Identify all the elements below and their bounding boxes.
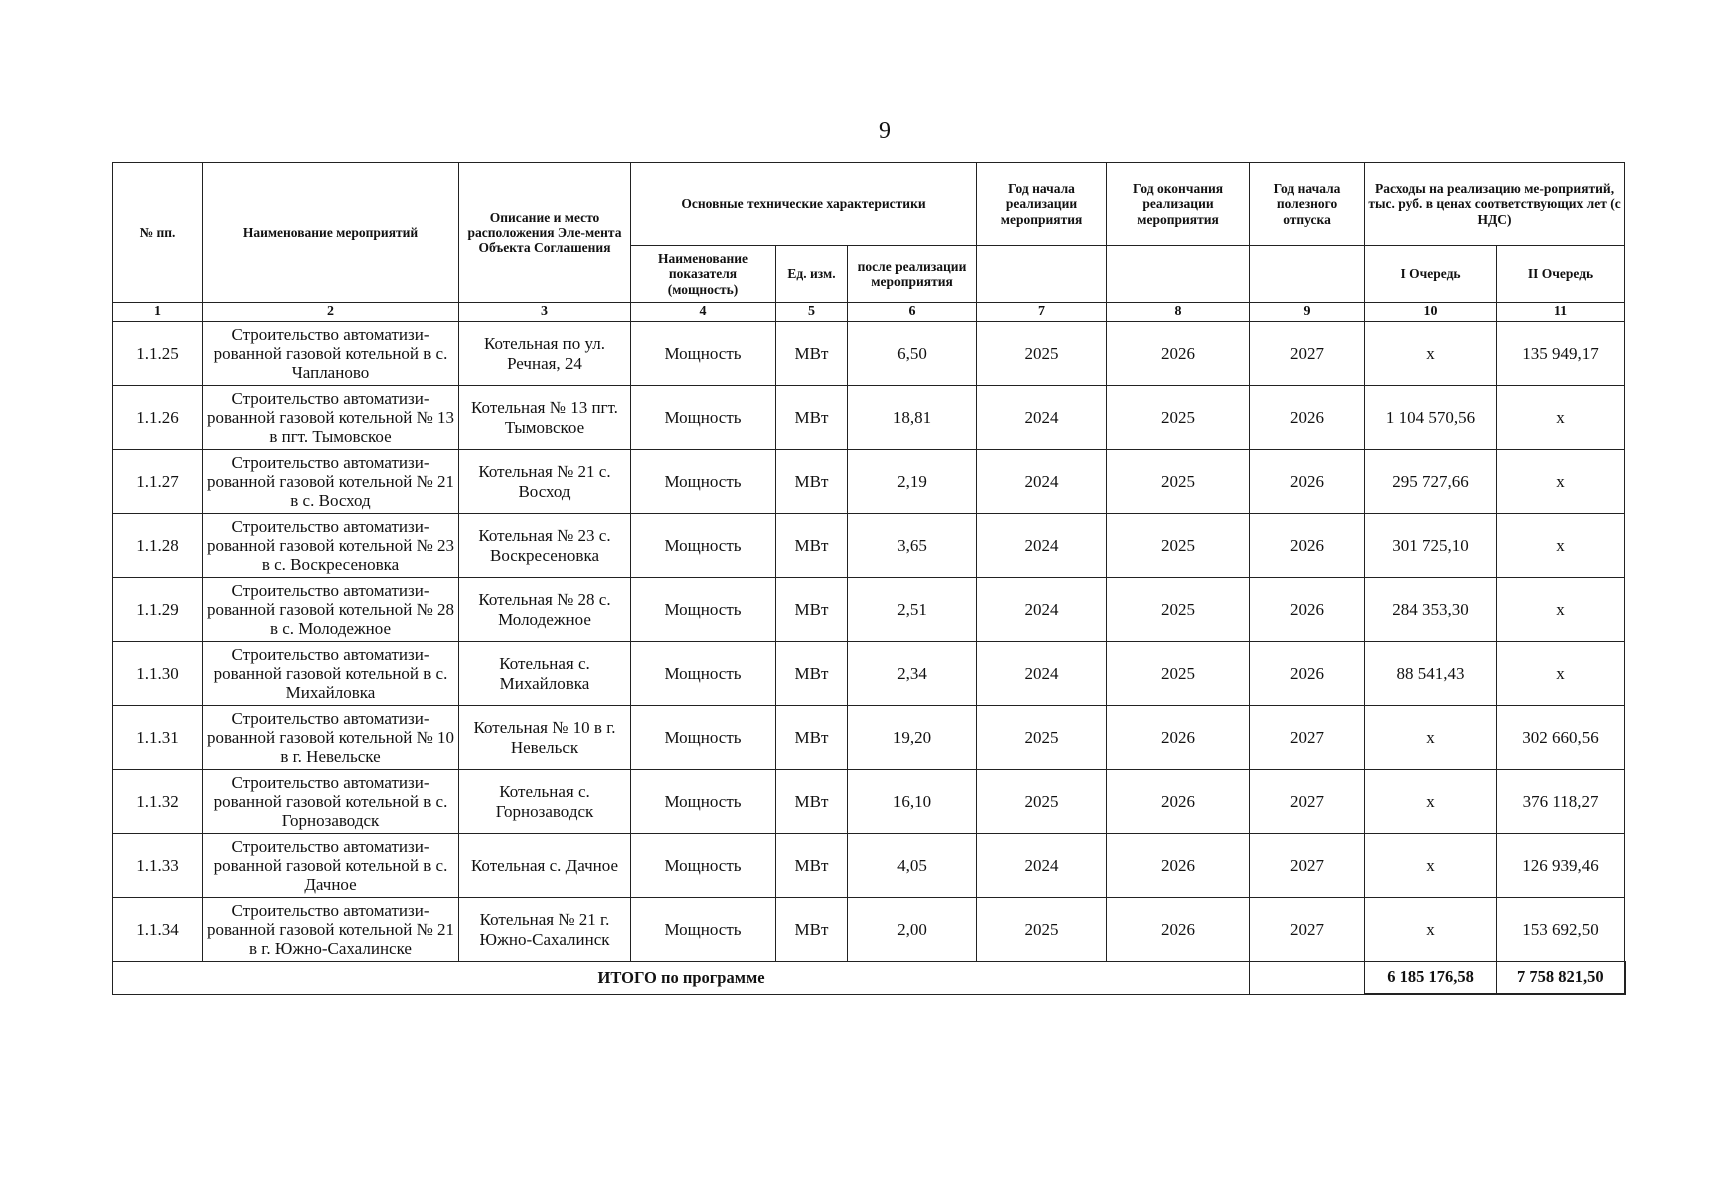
start-year: 2025 <box>977 898 1107 962</box>
column-number: 8 <box>1107 303 1250 322</box>
unit: МВт <box>776 898 848 962</box>
unit: МВт <box>776 642 848 706</box>
table-row <box>113 834 1625 898</box>
header-description: Описание и место расположения Эле-мента Объекта Соглашения <box>459 163 631 303</box>
end-year: 2025 <box>1107 642 1250 706</box>
header-indicator: Наименование показателя (мощность) <box>631 246 776 303</box>
value-after: 2,00 <box>848 898 977 962</box>
header-stage2: II Очередь <box>1497 246 1625 303</box>
indicator: Мощность <box>631 898 776 962</box>
start-year: 2024 <box>977 450 1107 514</box>
start-year: 2024 <box>977 578 1107 642</box>
measure-name: Строительство автоматизи-рованной газовой котельной № 21 в с. Восход <box>203 450 459 514</box>
stage2-cost: х <box>1497 578 1625 642</box>
measure-name: Строительство автоматизи-рованной газовой котельной № 23 в с. Воскресеновка <box>203 514 459 578</box>
column-number: 5 <box>776 303 848 322</box>
measure-description: Котельная с. Дачное <box>459 834 631 898</box>
release-year: 2026 <box>1250 514 1365 578</box>
row-number: 1.1.27 <box>113 450 203 514</box>
indicator: Мощность <box>631 322 776 386</box>
release-year: 2026 <box>1250 386 1365 450</box>
header-stage1: I Очередь <box>1365 246 1497 303</box>
measure-name: Строительство автоматизи-рованной газовой котельной в с. Михайловка <box>203 642 459 706</box>
start-year: 2024 <box>977 834 1107 898</box>
unit: МВт <box>776 322 848 386</box>
table-row <box>113 322 1625 386</box>
header-no: № пп. <box>113 163 203 303</box>
total-empty <box>1250 962 1365 995</box>
measure-name: Строительство автоматизи-рованной газовой котельной № 28 в с. Молодежное <box>203 578 459 642</box>
unit: МВт <box>776 450 848 514</box>
end-year: 2025 <box>1107 514 1250 578</box>
column-number: 2 <box>203 303 459 322</box>
column-number: 9 <box>1250 303 1365 322</box>
release-year: 2027 <box>1250 770 1365 834</box>
header-end-year: Год окончания реализации мероприятия <box>1107 163 1250 246</box>
measure-description: Котельная № 23 с. Воскресеновка <box>459 514 631 578</box>
column-number: 3 <box>459 303 631 322</box>
stage2-cost: 135 949,17 <box>1497 322 1625 386</box>
stage1-cost: х <box>1365 834 1497 898</box>
stage1-cost: х <box>1365 898 1497 962</box>
stage2-cost: 376 118,27 <box>1497 770 1625 834</box>
row-number: 1.1.32 <box>113 770 203 834</box>
table-row <box>113 578 1625 642</box>
total-label: ИТОГО по программе <box>113 962 1250 995</box>
total-stage2: 7 758 821,50 <box>1497 962 1625 995</box>
table-row <box>113 642 1625 706</box>
column-number: 4 <box>631 303 776 322</box>
header-after: после реализации мероприятия <box>848 246 977 303</box>
stage2-cost: х <box>1497 642 1625 706</box>
measure-description: Котельная с. Михайловка <box>459 642 631 706</box>
header-costs: Расходы на реализацию ме-роприятий, тыс. руб. в ценах соответствующих лет (с НДС) <box>1365 163 1625 246</box>
row-number: 1.1.34 <box>113 898 203 962</box>
stage2-cost: 126 939,46 <box>1497 834 1625 898</box>
release-year: 2027 <box>1250 322 1365 386</box>
row-number: 1.1.33 <box>113 834 203 898</box>
table-row <box>113 386 1625 450</box>
end-year: 2026 <box>1107 706 1250 770</box>
row-number: 1.1.28 <box>113 514 203 578</box>
value-after: 19,20 <box>848 706 977 770</box>
measure-description: Котельная с. Горнозаводск <box>459 770 631 834</box>
column-number: 1 <box>113 303 203 322</box>
header-unit: Ед. изм. <box>776 246 848 303</box>
start-year: 2025 <box>977 706 1107 770</box>
stage1-cost: 295 727,66 <box>1365 450 1497 514</box>
stage1-cost: 284 353,30 <box>1365 578 1497 642</box>
stage2-cost: х <box>1497 514 1625 578</box>
header-start-year: Год начала реализации мероприятия <box>977 163 1107 246</box>
value-after: 2,51 <box>848 578 977 642</box>
end-year: 2025 <box>1107 578 1250 642</box>
stage2-cost: 302 660,56 <box>1497 706 1625 770</box>
value-after: 2,34 <box>848 642 977 706</box>
indicator: Мощность <box>631 514 776 578</box>
row-number: 1.1.30 <box>113 642 203 706</box>
value-after: 3,65 <box>848 514 977 578</box>
column-number: 6 <box>848 303 977 322</box>
value-after: 6,50 <box>848 322 977 386</box>
end-year: 2026 <box>1107 322 1250 386</box>
header-name: Наименование мероприятий <box>203 163 459 303</box>
value-after: 2,19 <box>848 450 977 514</box>
total-stage1: 6 185 176,58 <box>1365 962 1497 995</box>
measure-name: Строительство автоматизи-рованной газовой котельной № 10 в г. Невельске <box>203 706 459 770</box>
unit: МВт <box>776 386 848 450</box>
indicator: Мощность <box>631 450 776 514</box>
measure-description: Котельная № 10 в г. Невельск <box>459 706 631 770</box>
indicator: Мощность <box>631 386 776 450</box>
column-number: 11 <box>1497 303 1625 322</box>
release-year: 2026 <box>1250 578 1365 642</box>
indicator: Мощность <box>631 834 776 898</box>
end-year: 2026 <box>1107 770 1250 834</box>
table-row <box>113 450 1625 514</box>
header-end-empty <box>1107 246 1250 303</box>
release-year: 2027 <box>1250 834 1365 898</box>
stage1-cost: 1 104 570,56 <box>1365 386 1497 450</box>
start-year: 2025 <box>977 770 1107 834</box>
unit: МВт <box>776 834 848 898</box>
indicator: Мощность <box>631 706 776 770</box>
stage2-cost: 153 692,50 <box>1497 898 1625 962</box>
stage1-cost: 88 541,43 <box>1365 642 1497 706</box>
start-year: 2024 <box>977 514 1107 578</box>
end-year: 2025 <box>1107 386 1250 450</box>
end-year: 2025 <box>1107 450 1250 514</box>
unit: МВт <box>776 770 848 834</box>
table-row <box>113 898 1625 962</box>
column-number: 7 <box>977 303 1107 322</box>
stage1-cost: х <box>1365 706 1497 770</box>
row-number: 1.1.25 <box>113 322 203 386</box>
indicator: Мощность <box>631 770 776 834</box>
release-year: 2027 <box>1250 898 1365 962</box>
unit: МВт <box>776 706 848 770</box>
release-year: 2027 <box>1250 706 1365 770</box>
header-tech-characteristics: Основные технические характеристики <box>631 163 977 246</box>
stage1-cost: 301 725,10 <box>1365 514 1497 578</box>
measure-name: Строительство автоматизи-рованной газовой котельной в с. Дачное <box>203 834 459 898</box>
row-number: 1.1.31 <box>113 706 203 770</box>
start-year: 2024 <box>977 642 1107 706</box>
measure-description: Котельная № 28 с. Молодежное <box>459 578 631 642</box>
end-year: 2026 <box>1107 834 1250 898</box>
header-release-empty <box>1250 246 1365 303</box>
measure-name: Строительство автоматизи-рованной газовой котельной в с. Чапланово <box>203 322 459 386</box>
release-year: 2026 <box>1250 642 1365 706</box>
measure-description: Котельная № 13 пгт. Тымовское <box>459 386 631 450</box>
value-after: 18,81 <box>848 386 977 450</box>
indicator: Мощность <box>631 642 776 706</box>
stage2-cost: х <box>1497 386 1625 450</box>
measure-name: Строительство автоматизи-рованной газовой котельной № 13 в пгт. Тымовское <box>203 386 459 450</box>
measures-table <box>112 162 1626 995</box>
start-year: 2025 <box>977 322 1107 386</box>
indicator: Мощность <box>631 578 776 642</box>
stage1-cost: х <box>1365 770 1497 834</box>
unit: МВт <box>776 578 848 642</box>
table-row <box>113 770 1625 834</box>
header-start-empty <box>977 246 1107 303</box>
column-number-row <box>113 303 1625 322</box>
release-year: 2026 <box>1250 450 1365 514</box>
measure-description: Котельная по ул. Речная, 24 <box>459 322 631 386</box>
header-release-year: Год начала полезного отпуска <box>1250 163 1365 246</box>
row-number: 1.1.29 <box>113 578 203 642</box>
table-row <box>113 514 1625 578</box>
stage1-cost: х <box>1365 322 1497 386</box>
total-row <box>113 962 1625 995</box>
column-number: 10 <box>1365 303 1497 322</box>
stage2-cost: х <box>1497 450 1625 514</box>
start-year: 2024 <box>977 386 1107 450</box>
measure-name: Строительство автоматизи-рованной газовой котельной № 21 в г. Южно-Сахалинске <box>203 898 459 962</box>
measure-description: Котельная № 21 с. Восход <box>459 450 631 514</box>
row-number: 1.1.26 <box>113 386 203 450</box>
value-after: 4,05 <box>848 834 977 898</box>
unit: МВт <box>776 514 848 578</box>
page-number: 9 <box>879 118 891 144</box>
measure-description: Котельная № 21 г. Южно-Сахалинск <box>459 898 631 962</box>
table-row <box>113 706 1625 770</box>
value-after: 16,10 <box>848 770 977 834</box>
end-year: 2026 <box>1107 898 1250 962</box>
measure-name: Строительство автоматизи-рованной газовой котельной в с. Горнозаводск <box>203 770 459 834</box>
